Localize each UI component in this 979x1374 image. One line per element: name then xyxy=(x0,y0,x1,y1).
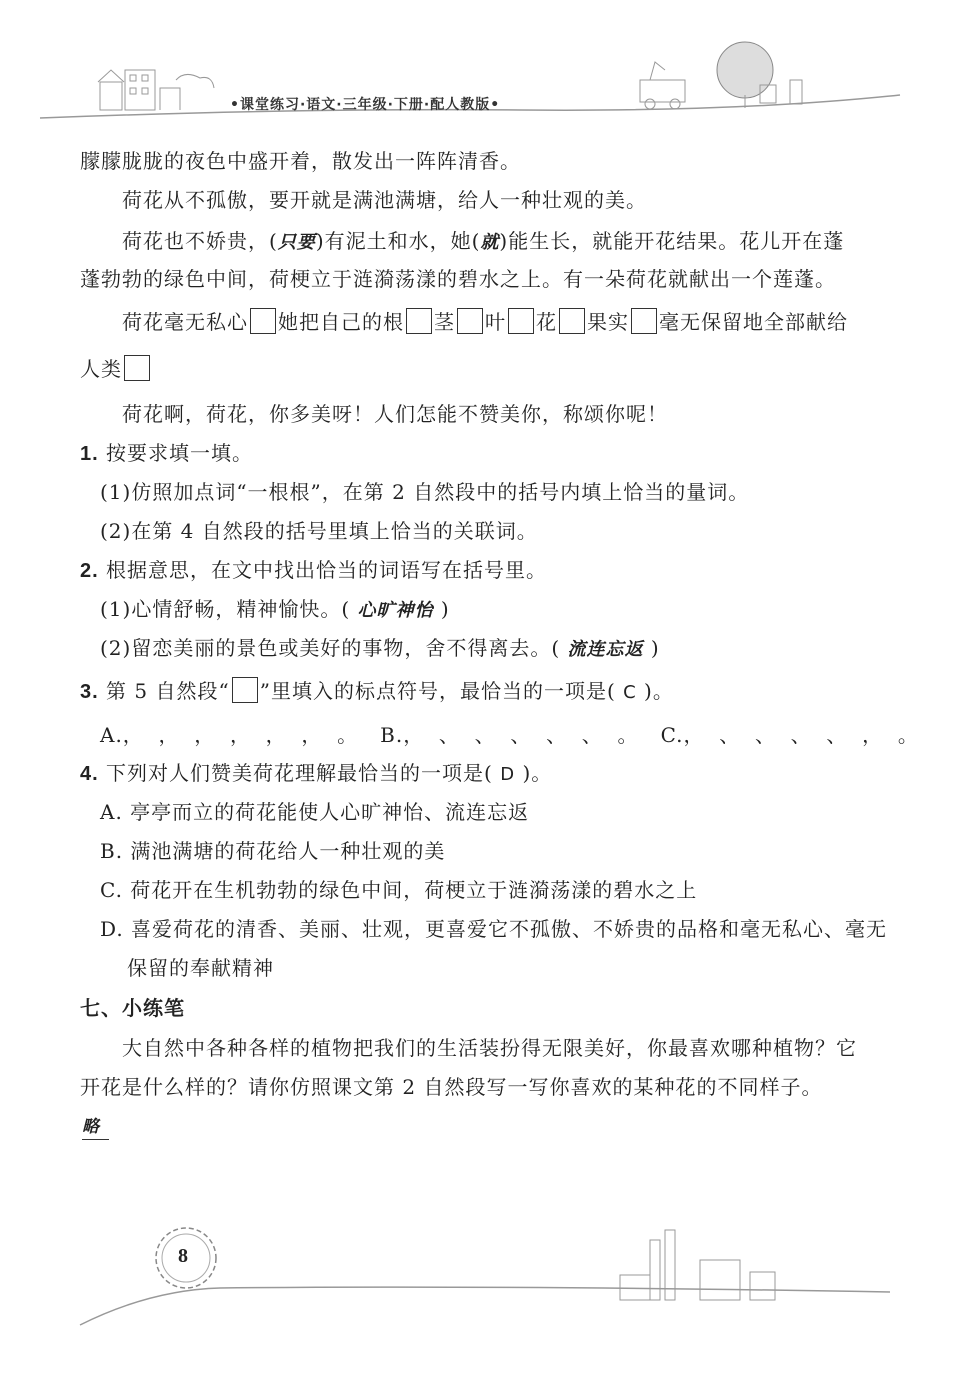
passage-paragraph: 荷花从不孤傲，要开就是满池满塘，给人一种壮观的美。 xyxy=(122,188,647,212)
footer-decoration xyxy=(0,1210,979,1340)
header-title: •课堂练习·语文·三年级·下册·配人教版• xyxy=(230,97,501,113)
blank-box xyxy=(232,677,258,703)
blank-box xyxy=(457,308,483,334)
section-text: 开花是什么样的？请你仿照课文第 2 自然段写一写你喜欢的某种花的不同样子。 xyxy=(80,1075,823,1099)
answer-handwritten: C xyxy=(623,682,637,703)
blank-box xyxy=(631,308,657,334)
answer-handwritten: 流连忘返 xyxy=(567,639,644,660)
passage-line: 朦朦胧胧的夜色中盛开着，散发出一阵阵清香。 xyxy=(80,149,521,173)
option-d: D. 喜爱荷花的清香、美丽、壮观，更喜爱它不孤傲、不娇贵的品格和毫无私心、毫无 xyxy=(100,917,888,941)
question-1: 1. 按要求填一填。 xyxy=(80,441,254,465)
answer-handwritten: 略 xyxy=(82,1112,109,1140)
section-title: 七、小练笔 xyxy=(80,996,185,1020)
blank-box xyxy=(559,308,585,334)
question-1-2: (2)在第 4 自然段的括号里填上恰当的关联词。 xyxy=(100,519,538,543)
answer-handwritten: 只要 xyxy=(277,232,316,253)
question-2-1: (1)心情舒畅，精神愉快。( 心旷神怡 ) xyxy=(100,597,450,621)
passage-paragraph: 荷花也不娇贵，(只要)有泥土和水，她(就)能生长，就能开花结果。花儿开在蓬 xyxy=(122,229,845,253)
passage-line: 蓬勃勃的绿色中间，荷梗立于涟漪荡漾的碧水之上。有一朵荷花就献出一个莲蓬。 xyxy=(80,267,836,291)
question-2-2: (2)留恋美丽的景色或美好的事物，舍不得离去。( 流连忘返 ) xyxy=(100,636,660,660)
answer-handwritten: 心旷神怡 xyxy=(357,600,434,621)
passage-line: 人类 xyxy=(80,353,152,382)
blank-box xyxy=(250,308,276,334)
option-b: B. 满池满塘的荷花给人一种壮观的美 xyxy=(100,839,446,863)
answer-handwritten: D xyxy=(500,764,516,785)
passage-paragraph: 荷花毫无私心 她把自己的根 茎 叶 花 果实 毫无保留地全部献给 xyxy=(122,310,848,334)
answer-handwritten: 就 xyxy=(480,232,500,253)
blank-box xyxy=(124,355,150,381)
blank-box xyxy=(406,308,432,334)
blank-box xyxy=(508,308,534,334)
passage-paragraph: 荷花啊，荷花，你多美呀！人们怎能不赞美你，称颂你呢！ xyxy=(122,402,668,426)
section-text: 大自然中各种各样的植物把我们的生活装扮得无限美好，你最喜欢哪种植物？它 xyxy=(122,1036,857,1060)
page-number: 8 xyxy=(178,1245,188,1267)
question-3: 3. 第 5 自然段“ ”里填入的标点符号，最恰当的一项是( C )。 xyxy=(80,679,674,703)
question-3-options: A.， ， ， ， ， ， 。 B.， 、 、 、 、 、 。 C.， 、 、 、 、 ， 。 xyxy=(100,723,919,747)
question-1-1: (1)仿照加点词“一根根”，在第 2 自然段中的括号内填上恰当的量词。 xyxy=(100,480,750,504)
question-4: 4. 下列对人们赞美荷花理解最恰当的一项是( D )。 xyxy=(80,761,553,785)
option-d-continued: 保留的奉献精神 xyxy=(127,956,274,980)
question-2: 2. 根据意思，在文中找出恰当的词语写在括号里。 xyxy=(80,558,548,582)
option-a: A. 亭亭而立的荷花能使人心旷神怡、流连忘返 xyxy=(100,800,530,824)
option-c: C. 荷花开在生机勃勃的绿色中间，荷梗立于涟漪荡漾的碧水之上 xyxy=(100,878,698,902)
